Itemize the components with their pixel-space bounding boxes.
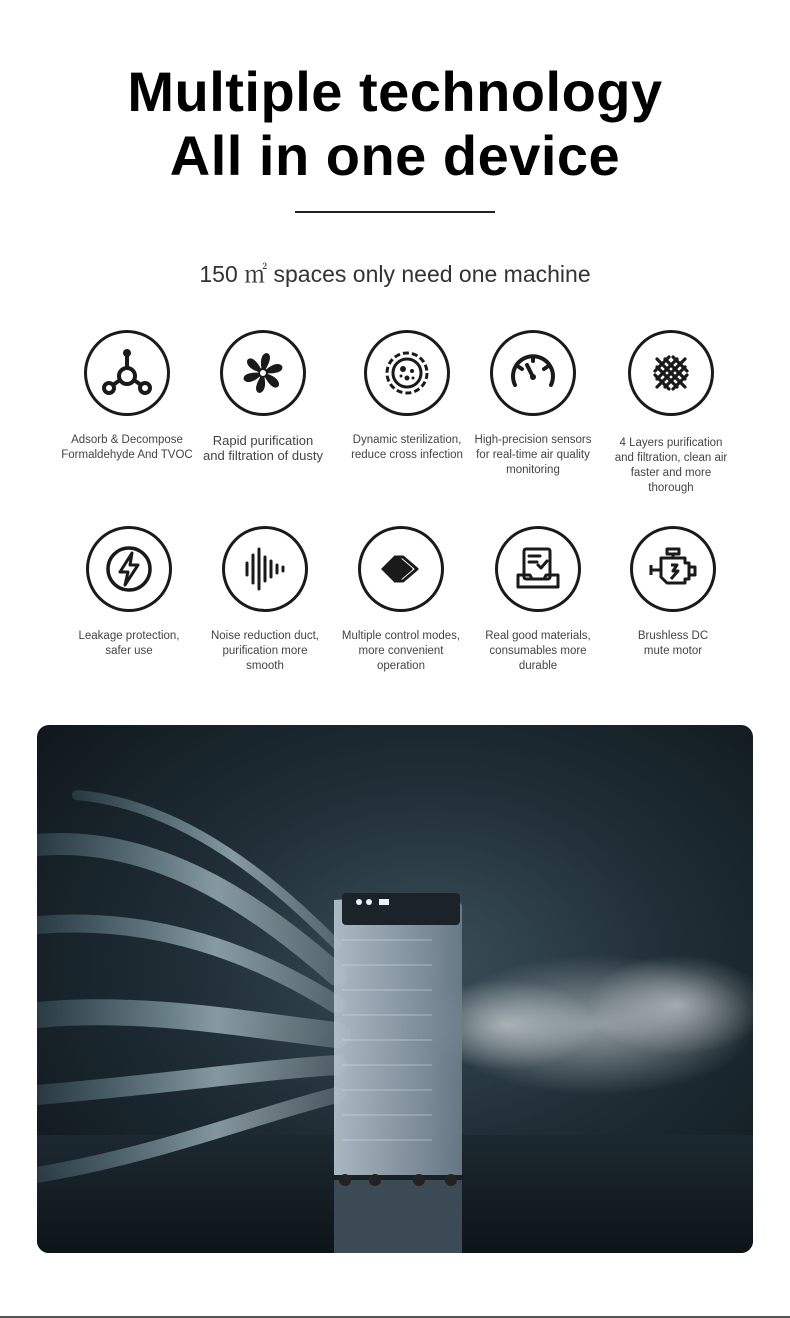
title-divider	[295, 211, 495, 213]
feature-control-modes	[331, 526, 471, 674]
molecule-icon	[84, 330, 170, 416]
caption-line: safer use	[105, 645, 153, 657]
sterilization-icon	[364, 330, 450, 416]
motor-icon	[630, 526, 716, 612]
caption-line: more convenient	[358, 645, 444, 657]
feature-materials	[468, 526, 608, 674]
caption-line: thorough	[648, 482, 694, 494]
lightning-icon	[86, 526, 172, 612]
feature-four-layers	[601, 330, 741, 496]
feature-adsorb	[57, 330, 197, 463]
headline-line-2: All in one device	[169, 124, 621, 187]
caption-line: Multiple control modes,	[341, 630, 461, 642]
feature-noise-reduction	[195, 526, 335, 674]
feature-rapid-purification	[193, 330, 333, 463]
caption-line: 4 Layers purification	[619, 437, 723, 449]
caption-line: for real-time air quality	[476, 449, 590, 461]
fan-icon	[220, 330, 306, 416]
caption-line: Adsorb & Decompose	[71, 434, 183, 446]
caption-line: Real good materials,	[485, 630, 591, 642]
feature-brushless-motor	[603, 526, 743, 659]
caption-line: Leakage protection,	[78, 630, 180, 642]
caption-line: Dynamic sterilization,	[352, 434, 462, 446]
caption-line: reduce cross infection	[351, 449, 463, 461]
feature-sterilization	[337, 330, 477, 463]
materials-document-icon	[495, 526, 581, 612]
feature-sensors	[463, 330, 603, 478]
caption-line: Rapid purification	[212, 433, 314, 448]
air-purifier-illustration	[37, 725, 753, 1253]
control-modes-icon	[358, 526, 444, 612]
caption-line: and filtration, clean air	[614, 452, 728, 464]
caption-line: faster and more	[630, 467, 712, 479]
caption-line: purification more	[222, 645, 308, 657]
gauge-icon	[490, 330, 576, 416]
caption-line: durable	[518, 660, 558, 672]
caption-line: monitoring	[506, 464, 560, 476]
product-photo	[37, 725, 753, 1253]
soundwave-icon	[222, 526, 308, 612]
caption-line: High-precision sensors	[474, 434, 592, 446]
feature-leakage-protection	[59, 526, 199, 659]
caption-line: mute motor	[643, 645, 703, 657]
caption-line: smooth	[246, 660, 284, 672]
headline-line-1: Multiple technology	[127, 60, 663, 123]
caption-line: and filtration of dusty	[203, 448, 323, 463]
subtitle: 150 ㎡ spaces only need one machine	[199, 261, 591, 287]
filter-mesh-icon	[628, 330, 714, 416]
caption-line: Formaldehyde And TVOC	[61, 449, 193, 461]
caption-line: Noise reduction duct,	[210, 630, 320, 642]
caption-line: consumables more	[489, 645, 587, 657]
caption-line: Brushless DC	[637, 630, 709, 642]
caption-line: operation	[377, 660, 425, 672]
